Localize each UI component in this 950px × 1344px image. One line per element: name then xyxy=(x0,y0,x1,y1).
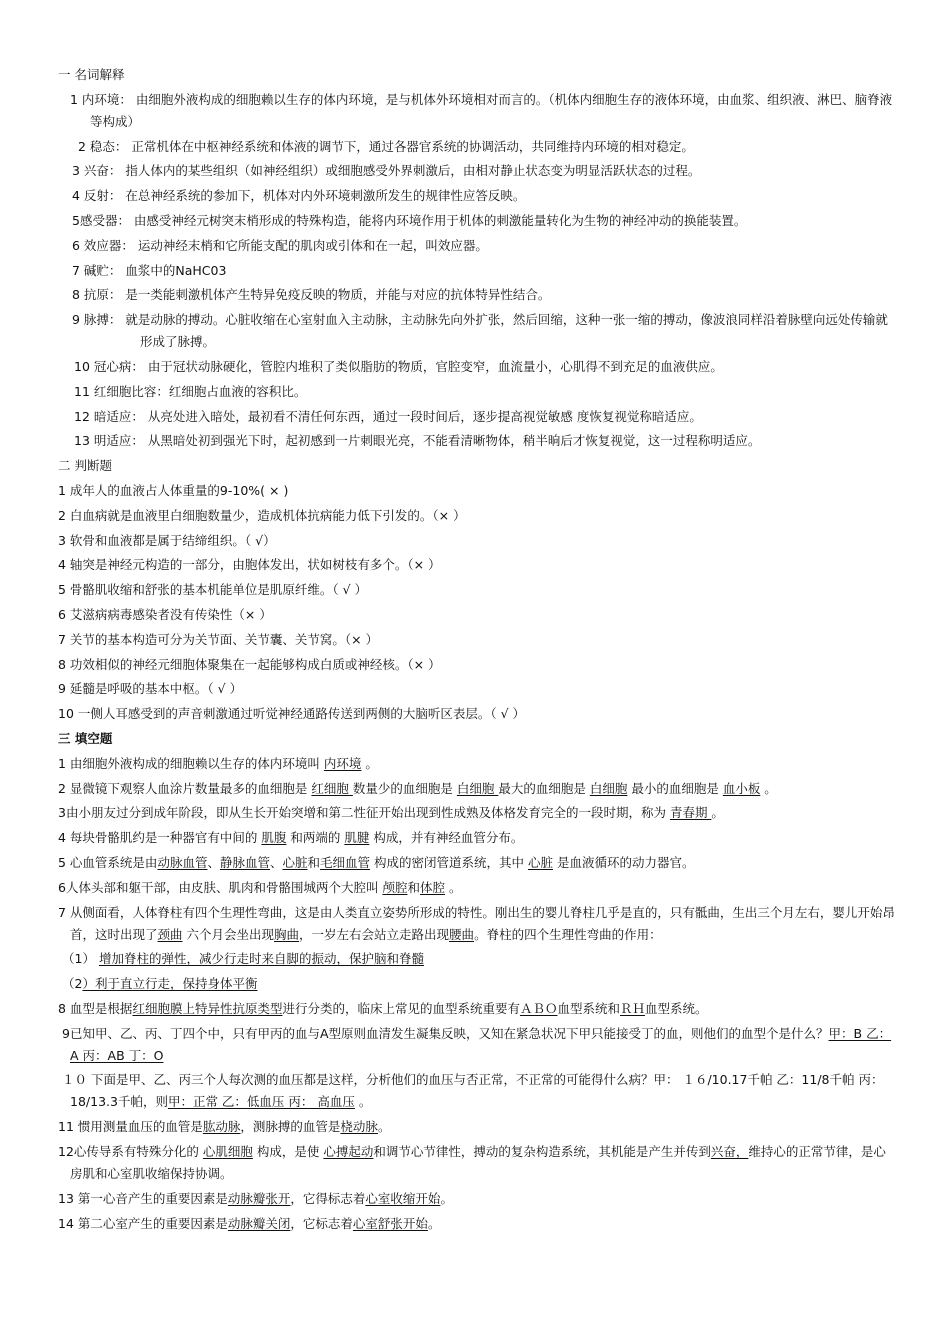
answer-blank: 心室收缩开始 xyxy=(365,1190,441,1206)
item-text: 4 反射： 在总神经系统的参加下，机体对内外环境刺激所发生的规律性应答反映。 xyxy=(72,188,526,204)
answer-blank: 动脉瓣关闭 xyxy=(227,1215,291,1231)
item-text: 。 xyxy=(444,879,462,895)
item-text: 构成，是使 xyxy=(252,1144,324,1160)
item-text: 。 xyxy=(354,1094,372,1110)
item-text: 六个月会坐出现 xyxy=(182,926,275,942)
item-text: ，它得标志着 xyxy=(290,1190,366,1206)
item-text: 2 显微镜下观察人血涂片数量最多的血细胞是 xyxy=(58,780,312,796)
list-item xyxy=(58,778,898,800)
list-item xyxy=(58,654,898,676)
section-heading: 二 判断题 xyxy=(58,458,112,474)
list-item xyxy=(58,160,898,182)
answer-blank: 内环境 xyxy=(323,755,362,771)
list-item xyxy=(58,998,898,1020)
list-item xyxy=(58,260,898,282)
list-item xyxy=(58,356,898,378)
list-item xyxy=(58,210,898,232)
item-text: 。 xyxy=(711,805,724,821)
list-item xyxy=(58,1141,898,1185)
answer-blank: 甲：B 乙：A 丙：AB 丁：O xyxy=(70,1025,892,1063)
answer-blank: 肱动脉 xyxy=(202,1119,241,1135)
answer-blank: 肌腹 xyxy=(261,830,287,846)
list-item xyxy=(58,480,898,502)
list-item xyxy=(58,309,898,353)
item-text: 10 一侧人耳感受到的声音刺激通过听觉神经通路传送到两侧的大脑听区表层。（ √ ） xyxy=(58,706,526,722)
item-text: 4 轴突是神经元构造的一部分，由胞体发出，状如树枝有多个。（× ） xyxy=(58,557,441,573)
list-item xyxy=(58,604,898,626)
item-text: ，一岁左右会站立走路出现 xyxy=(299,926,450,942)
answer-blank: 白细胞 xyxy=(456,780,499,796)
list-item xyxy=(58,505,898,527)
list-item xyxy=(58,1116,898,1138)
item-text: 8 血型是根据 xyxy=(58,1000,133,1016)
item-text: 血型系统。 xyxy=(645,1000,708,1016)
item-text: （2 xyxy=(62,976,83,992)
list-item xyxy=(58,1023,898,1067)
list-item xyxy=(58,185,898,207)
item-text: 和两端的 xyxy=(286,830,345,846)
item-text: 11 惯用测量血压的血管是 xyxy=(58,1119,203,1135)
item-text: 6 艾滋病病毒感染者没有传染性（× ） xyxy=(58,606,272,622)
answer-blank: 肌腱 xyxy=(344,830,370,846)
item-text: 12心传导系有特殊分化的 xyxy=(58,1144,203,1160)
item-text: 1 由细胞外液构成的细胞赖以生存的体内环境叫 xyxy=(58,755,324,771)
item-text: 、 xyxy=(269,854,283,870)
item-text: 。脊柱的四个生理性弯曲的作用： xyxy=(474,926,662,942)
item-text: 10 冠心病： 由于冠状动脉硬化，管腔内堆积了类似脂肪的物质，官腔变窄，血流量小，心肌得不到充足的血液供应。 xyxy=(74,358,723,374)
answer-blank: 体腔 xyxy=(419,879,445,895)
item-text: 6人体头部和躯干部，由皮肤、肌肉和骨骼围城两个大腔叫 xyxy=(58,879,383,895)
item-text: 1 内环境： 由细胞外液构成的细胞赖以生存的体内环境，是与机体外环境相对而言的。（机体内细胞生存的液体环境，由血浆、组织液、淋巴、脑脊液等构成） xyxy=(70,91,893,129)
item-text: 7 关节的基本构造可分为关节面、关节囊、关节窝。（× ） xyxy=(58,631,379,647)
item-text: 和 xyxy=(407,879,420,895)
list-item xyxy=(58,802,898,824)
item-text: 13 第一心音产生的重要因素是 xyxy=(58,1190,228,1206)
answer-blank: 颅腔 xyxy=(382,879,408,895)
answer-blank: 桡动脉 xyxy=(340,1119,378,1135)
list-item xyxy=(58,136,898,158)
item-text: ，它标志着 xyxy=(290,1215,353,1231)
list-item xyxy=(58,827,898,849)
item-text: 7 碱贮： 血浆中的NaHC03 xyxy=(72,262,227,278)
list-item xyxy=(58,89,898,133)
item-text: 2 稳态： 正常机体在中枢神经系统和体液的调节下，通过各器官系统的协调活动，共同维持内环境的相对稳定。 xyxy=(78,138,694,154)
item-text: 数量少的血细胞是 xyxy=(352,780,457,796)
item-text: 、 xyxy=(207,854,220,870)
item-text: 构成的密闭管道系统，其中 xyxy=(370,854,528,870)
answer-blank: 血小板 xyxy=(722,780,761,796)
item-text: 构成，并有神经血管分布。 xyxy=(369,830,524,846)
answer-blank: 心脏 xyxy=(282,854,308,870)
item-text: 13 明适应： 从黑暗处初到强光下时，起初感到一片刺眼光亮，不能看清晰物体，稍半晌后才恢复视觉，这一过程称明适应。 xyxy=(74,433,761,449)
answer-blank: 红细胞膜上特异性抗原类型 xyxy=(132,1000,283,1016)
item-text: 维持心的正常节律，是心房肌和心室肌收缩保持协调。 xyxy=(70,1144,886,1182)
answer-blank: ＡＢＯ xyxy=(519,1000,558,1016)
item-text: 1 成年人的血液占人体重量的9-10%( × ) xyxy=(58,482,289,498)
list-item xyxy=(58,235,898,257)
item-text: 。 xyxy=(427,1215,441,1231)
list-item xyxy=(58,406,898,428)
item-text: 9已知甲、乙、丙、丁四个中，只有甲丙的血与A型原则血清发生凝集反映，又知在紧急状况下甲只能接受丁的血，则他们的血型个是什么？ xyxy=(62,1025,829,1041)
item-text: 。 xyxy=(377,1119,391,1135)
list-item xyxy=(58,530,898,552)
list-item xyxy=(58,902,898,946)
item-text: 。 xyxy=(760,780,777,796)
list-item xyxy=(58,284,898,306)
answer-blank: 青春期 xyxy=(669,805,712,821)
answer-blank: 心脏 xyxy=(528,854,554,870)
item-text: 进行分类的，临床上常见的血型系统重要有 xyxy=(282,1000,520,1016)
item-text: （1） xyxy=(62,951,99,967)
item-text: 9 脉搏： 就是动脉的搏动。心脏收缩在心室射血入主动脉，主动脉先向外扩张，然后回缩，这种一张一缩的搏动，像波浪同样沿着脉壁向远处传输就形成了脉搏。 xyxy=(72,312,888,350)
item-text: 最小的血细胞是 xyxy=(627,780,723,796)
item-text: 6 效应器： 运动神经末梢和它所能支配的肌肉或引体和在一起，叫效应器。 xyxy=(72,237,488,253)
item-text: 3 软骨和血液都是属于结缔组织。（ √） xyxy=(58,532,276,548)
answer-blank: ）利于直立行走，保持身体平衡 xyxy=(82,976,258,992)
answer-blank: 白细胞 xyxy=(589,780,628,796)
list-item xyxy=(58,554,898,576)
list-item xyxy=(58,1188,898,1210)
item-text: 血型系统和 xyxy=(557,1000,620,1016)
answer-blank: 腰曲 xyxy=(449,926,475,942)
list-item xyxy=(58,678,898,700)
list-item xyxy=(58,852,898,874)
item-text: 。 xyxy=(361,755,378,771)
item-text: 和 xyxy=(307,854,321,870)
answer-blank: 心室舒张开始 xyxy=(352,1215,428,1231)
answer-blank: 兴奋， xyxy=(710,1144,749,1160)
item-text: 7 从侧面看，人体脊柱有四个生理性弯曲，这是由人类直立姿势所形成的特性。刚出生的婴儿脊柱几乎是直的，只有骶曲，生出三个月左右，婴儿开始昂首，这时出现了 xyxy=(58,904,895,942)
answer-blank: ＲＨ xyxy=(620,1000,646,1016)
answer-blank: 胸曲 xyxy=(274,926,300,942)
item-text: 2 白血病就是血液里白细胞数量少，造成机体抗病能力低下引发的。（× ） xyxy=(58,507,466,523)
answer-blank: 心搏起动 xyxy=(323,1144,374,1160)
list-item xyxy=(58,430,898,452)
answer-blank: 甲：正常 乙：低血压 丙： 高血压 xyxy=(167,1094,355,1110)
item-text: 12 暗适应： 从亮处进入暗处，最初看不清任何东西，通过一段时间后，逐步提高视觉敏感 度恢复视觉称暗适应。 xyxy=(74,408,702,424)
item-text: 5 骨骼肌收缩和舒张的基本机能单位是肌原纤维。（ √ ） xyxy=(58,582,368,598)
item-text: 4 每块骨骼肌约是一种器官有中间的 xyxy=(58,830,262,846)
item-text: 3 兴奋： 指人体内的某些组织（如神经组织）或细胞感受外界刺激后，由相对静止状态变为明显活跃状态的过程。 xyxy=(72,163,701,179)
answer-blank: 心肌细胞 xyxy=(202,1144,253,1160)
document-body xyxy=(58,64,898,1237)
item-text: 5 心血管系统是由 xyxy=(58,854,158,870)
section-heading: 三 填空题 xyxy=(58,730,113,746)
item-text: 3由小朋友过分到成年阶段，即从生长开始突增和第二性征开始出现到性成熟及体格发育完全的一段时期，称为 xyxy=(58,805,670,821)
list-item xyxy=(58,753,898,775)
answer-blank: 颈曲 xyxy=(157,926,183,942)
answer-blank: 静脉血管 xyxy=(219,854,270,870)
item-text: 是血液循环的动力器官。 xyxy=(553,854,695,870)
item-text: １０ 下面是甲、乙、丙三个人每次测的血压都是这样，分析他们的血压与否正常，不正常的可能得什么病？甲： １６/10.17千帕 乙：11/8千帕 丙：18/13.3千帕，则 xyxy=(62,1072,884,1110)
list-item xyxy=(58,629,898,651)
item-text: 11 红细胞比容：红细胞占血液的容积比。 xyxy=(74,383,307,399)
list-item xyxy=(58,703,898,725)
item-text: 和调节心节律性，搏动的复杂构造系统，其机能是产生并传到 xyxy=(373,1144,711,1160)
item-text: 。 xyxy=(440,1190,453,1206)
item-text: 9 延髓是呼吸的基本中枢。（ √ ） xyxy=(58,681,243,697)
item-text: 5感受器： 由感受神经元树突末梢形成的特殊构造，能将内环境作用于机体的刺激能量转化为生物的神经冲动的换能装置。 xyxy=(72,212,747,228)
answer-blank: 动脉血管 xyxy=(157,854,208,870)
list-item xyxy=(58,1213,898,1235)
answer-blank: 红细胞 xyxy=(311,780,353,796)
item-text: ，测脉搏的血管是 xyxy=(240,1119,341,1135)
item-text: 最大的血细胞是 xyxy=(498,780,590,796)
list-item xyxy=(58,579,898,601)
answer-blank: 动脉瓣张开 xyxy=(227,1190,291,1206)
list-item xyxy=(58,877,898,899)
item-text: 8 功效相似的神经元细胞体聚集在一起能够构成白质或神经核。（× ） xyxy=(58,656,441,672)
list-item xyxy=(58,948,898,970)
answer-blank: 增加脊柱的弹性，减少行走时来自脚的振动，保护脑和脊髓 xyxy=(98,951,424,967)
list-item xyxy=(58,973,898,995)
answer-blank: 毛细血管 xyxy=(320,854,371,870)
section-heading: 一 名词解释 xyxy=(58,67,125,82)
list-item xyxy=(58,1069,898,1113)
item-text: 14 第二心室产生的重要因素是 xyxy=(58,1215,228,1231)
list-item xyxy=(58,381,898,403)
item-text: 8 抗原： 是一类能刺激机体产生特异免疫反映的物质，并能与对应的抗体特异性结合。 xyxy=(72,287,551,303)
